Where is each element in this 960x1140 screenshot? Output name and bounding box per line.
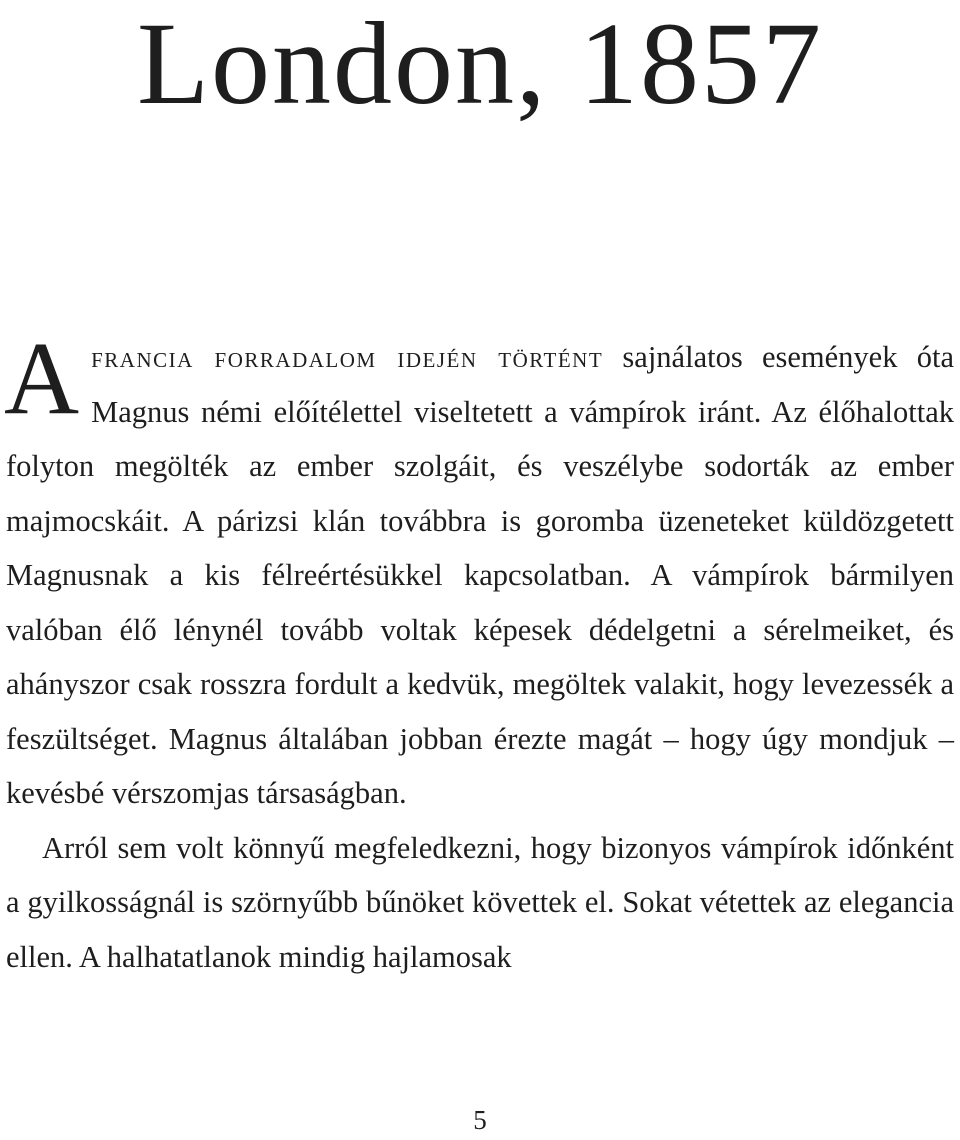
drop-cap: A [4, 321, 80, 436]
page-number: 5 [473, 1105, 487, 1135]
chapter-title: London, 1857 [136, 0, 824, 129]
paragraph-1 [4, 321, 954, 821]
paragraph-2: Arról sem volt könnyű megfeledkezni, hogy bizonyos vámpírok időnként a gyilkosságnál is szörnyűbb bűnöket követtek el. Sokat vétettek az elegancia ellen. A halhatatlanok mindig hajlamosak [6, 830, 954, 974]
small-caps-lead-in: francia forradalom idején történt [91, 340, 604, 374]
body-text [4, 321, 954, 984]
paragraph-1-text: sajnálatos események óta Magnus némi előítélettel viseltetett a vámpírok iránt. Az élőhalottak folyton megölték az ember szolgáit, és veszélybe sodorták az ember majmocskáit. A párizsi klán továbbra is goromba üzeneteket küldözgetett Magnusnak a kis félreértésükkel kapcsolatban. A vámpírok bármilyen valóban élő lénynél tovább voltak képesek dédelgetni a sérelmeiket, és ahányszor csak rosszra fordult a kedvük, megöltek valakit, hogy levezessék a feszültséget. Magnus általában jobban érezte magát – hogy úgy mondjuk – kevésbé vérszomjas társaságban. [6, 340, 954, 810]
